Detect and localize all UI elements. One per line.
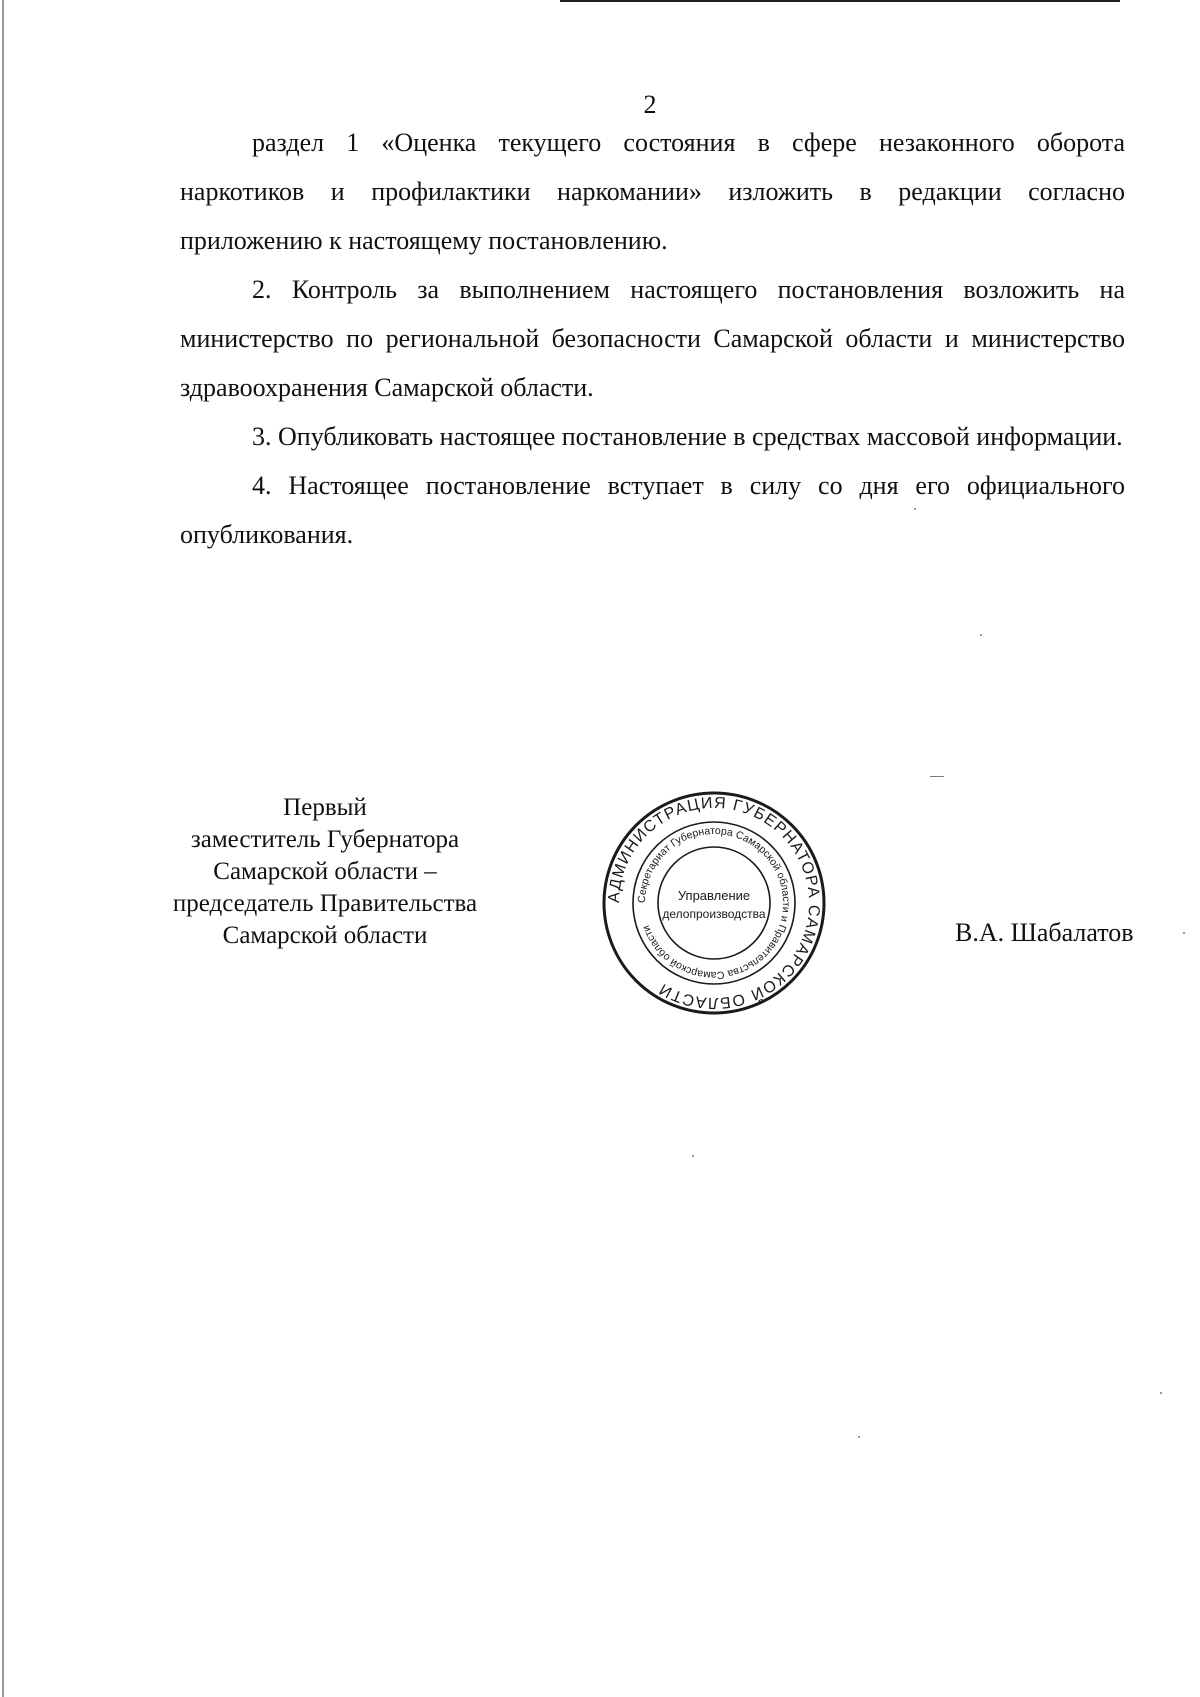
paragraph-control: 2. Контроль за выполнением настоящего постановления возложить на министерство по региональной безопасности Самарской области и министерство здравоохранения Самарской области. [180, 275, 1125, 402]
stamp-center-line2: делопроизводства [662, 907, 766, 921]
left-edge-line [2, 0, 4, 1697]
scan-speck [858, 1436, 860, 1438]
top-edge-line [560, 0, 1120, 2]
stamp-center-line1: Управление [677, 888, 751, 903]
scan-speck [930, 776, 944, 777]
stamp-inner-text: Секретариат Губернатора Самарской области и Правительства Самарской области [635, 824, 793, 982]
scan-speck [1183, 932, 1185, 934]
signatory-title-line: Самарской области [222, 922, 428, 949]
paragraph-publish: 3. Опубликовать настоящее постановление в средствах массовой информации. [252, 422, 1123, 451]
svg-text:Секретариат Губернатора Самарс [636, 825, 792, 981]
scan-speck [980, 634, 982, 636]
signatory-name: В.А. Шабалатов [955, 918, 1134, 947]
signatory-title-line: Самарской области – [213, 858, 437, 885]
signatory-title-line: заместитель Губернатора [190, 826, 460, 853]
page-number: 2 [643, 90, 657, 119]
body-text [180, 118, 1125, 559]
paragraph-effective: 4. Настоящее постановление вступает в силу со дня его официального опубликования. [180, 471, 1125, 549]
stamp-outer-text: АДМИНИСТРАЦИЯ ГУБЕРНАТОРА САМАРСКОЙ ОБЛАСТИ [605, 794, 823, 1012]
scan-speck [1160, 1392, 1162, 1394]
official-stamp [599, 788, 829, 1018]
scan-speck [914, 508, 916, 510]
scan-speck [692, 1155, 694, 1157]
signatory-title-line: Первый [283, 794, 367, 821]
signatory-title [150, 792, 500, 952]
signatory-title-line: председатель Правительства [172, 890, 478, 917]
stamp-inner-ring [658, 847, 770, 959]
paragraph-section-1: раздел 1 «Оценка текущего состояния в сфере незаконного оборота наркотиков и профилактики наркомании» изложить в редакции согласно приложению к настоящему постановлению. [180, 128, 1125, 255]
